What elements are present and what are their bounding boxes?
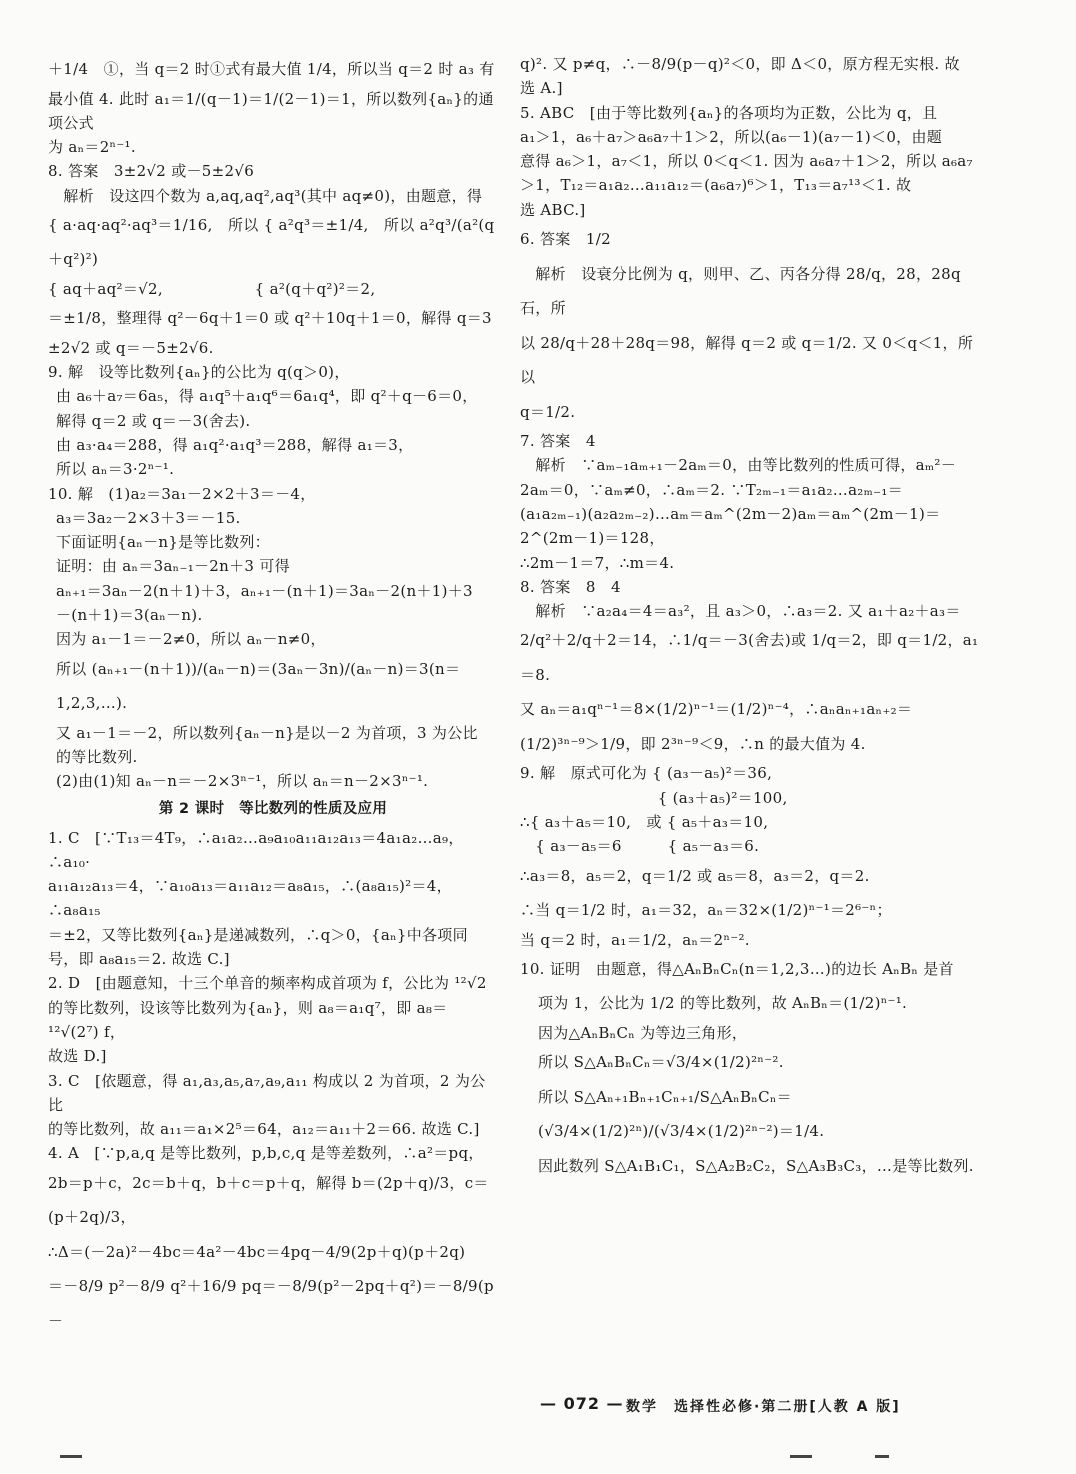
text-line: ∴{ a₃＋a₅＝10, 或 { a₅＋a₃＝10, [520, 813, 769, 832]
text-line: ∴2m－1＝7，∴m＝4. [520, 553, 675, 572]
text-line: 号，即 a₈a₁₅＝2. 故选 C.] [48, 950, 230, 969]
problem-heading: 1. C [∵T₁₃＝4T₉，∴a₁a₂…a₉a₁₀a₁₁a₁₂a₁₃＝4a₁a₂…a₉，∴a₁₀· [48, 828, 464, 871]
answer-heading: 7. 答案 4 [520, 432, 596, 451]
text-line: ＝－8/9 p²－8/9 q²＋16/9 pq＝－8/9(p²－2pq＋q²)＝－8/9(p－ [48, 1277, 494, 1330]
text-line: (1/2)³ⁿ⁻⁹＞1/9，即 2³ⁿ⁻⁹＜9，∴n 的最大值为 4. [520, 734, 866, 753]
text-line: 下面证明{aₙ－n}是等比数列： [56, 533, 270, 552]
text-line: 选 ABC.] [520, 200, 586, 219]
problem-heading: 2. D [由题意知，十三个单音的频率构成首项为 f，公比为 ¹²√2 [48, 974, 487, 993]
text-line: ＋1/4 ①，当 q＝2 时①式有最大值 1/4，所以当 q＝2 时 a₃ 有 [48, 60, 495, 78]
text-line: (2)由(1)知 aₙ－n＝－2×3ⁿ⁻¹，所以 aₙ＝n－2×3ⁿ⁻¹. [56, 772, 429, 791]
text-line: 的等比数列，故 a₁₁＝a₁×2⁵＝64，a₁₂＝a₁₁＋2＝66. 故选 C.] [48, 1120, 480, 1139]
text-line: { a₃－a₅＝6 { a₅－a₃＝6. [520, 837, 760, 856]
text-line: { (a₃＋a₅)²＝100, [520, 788, 788, 807]
text-line: ∴Δ＝(－2a)²－4bc＝4a²－4bc＝4pq－4/9(2p＋q)(p＋2q) [48, 1242, 466, 1261]
problem-heading: 9. 解 设等比数列{aₙ}的公比为 q(q＞0)， [48, 363, 350, 382]
text-line: (a₁a₂ₘ₋₁)(a₂a₂ₘ₋₂)…aₘ＝aₘ^(2m－2)aₘ＝aₘ^(2m－1)＝2^(2m－1)＝128， [520, 504, 941, 548]
text-line: 因为△AₙBₙCₙ 为等边三角形， [538, 1023, 748, 1042]
text-line: 意得 a₆＞1，a₇＜1，所以 0＜q＜1. 因为 a₆a₇＋1＞2，所以 a₆a₇ [520, 152, 973, 171]
page-number: — 072 — [540, 1394, 624, 1413]
text-line: 所以 S△Aₙ₊₁Bₙ₊₁Cₙ₊₁/S△AₙBₙCₙ＝(√3/4×(1/2)²ⁿ)/(√3/4×(1/2)²ⁿ⁻²)＝1/4. [538, 1087, 825, 1141]
text-line: 当 q＝2 时，a₁＝1/2，aₙ＝2ⁿ⁻². [520, 930, 750, 949]
text-line: a₁₁a₁₂a₁₃＝4，∵a₁₀a₁₃＝a₁₁a₁₂＝a₈a₁₅，∴(a₈a₁₅)²＝4，∴a₈a₁₅ [48, 877, 452, 920]
right-column [520, 52, 982, 1183]
problem-heading: 10. 解 (1)a₂＝3a₁－2×2＋3＝－4， [48, 484, 316, 503]
text-line: 2b＝p＋c，2c＝b＋q，b＋c＝p＋q，解得 b＝(2p＋q)/3，c＝(p＋2q)/3， [48, 1173, 489, 1227]
text-line: 解析 设这四个数为 a,aq,aq²,aq³(其中 aq≠0)，由题意，得 [48, 186, 483, 205]
text-line: ∴当 q＝1/2 时，a₁＝32，aₙ＝32×(1/2)ⁿ⁻¹＝2⁶⁻ⁿ； [520, 901, 892, 920]
answer-heading: 6. 答案 1/2 [520, 230, 611, 249]
scan-mark [875, 1455, 889, 1458]
text-line: { a·aq·aq²·aq³＝1/16, 所以 { a²q³＝±1/4, 所以 a²q³/(a²(q＋q²)²) [48, 215, 495, 269]
text-line: 解析 ∵a₂a₄＝4＝a₃²，且 a₃＞0，∴a₃＝2. 又 a₁＋a₂＋a₃＝ [520, 602, 961, 621]
answer-heading: 8. 答案 3±2√2 或－5±2√6 [48, 162, 255, 181]
text-line: ＝±1/8，整理得 q²－6q＋1＝0 或 q²＋10q＋1＝0，解得 q＝3 [48, 309, 492, 328]
text-line: 解析 ∵aₘ₋₁aₘ₊₁－2aₘ＝0，由等比数列的性质可得，aₘ²－ [520, 456, 957, 475]
text-line: 因此数列 S△A₁B₁C₁，S△A₂B₂C₂，S△A₃B₃C₃，…是等比数列. [538, 1156, 974, 1175]
answer-heading: 8. 答案 8 4 [520, 577, 621, 596]
section-title: 第 2 课时 等比数列的性质及应用 [158, 800, 388, 817]
left-column [48, 52, 498, 1338]
text-line: 的等比数列. [56, 747, 138, 766]
text-line: 所以 S△AₙBₙCₙ＝√3/4×(1/2)²ⁿ⁻². [538, 1053, 784, 1072]
text-line: { aq＋aq²＝√2, { a²(q＋q²)²＝2, [48, 279, 376, 298]
text-line: 2aₘ＝0，∵aₘ≠0，∴aₘ＝2. ∵T₂ₘ₋₁＝a₁a₂…a₂ₘ₋₁＝ [520, 480, 903, 499]
text-line: －(n＋1)＝3(aₙ－n). [56, 606, 203, 625]
text-line: 最小值 4. 此时 a₁＝1/(q－1)＝1/(2－1)＝1，所以数列{aₙ}的通项公式 [48, 89, 494, 132]
page-footer [520, 1392, 980, 1422]
text-line: ＞1，T₁₂＝a₁a₂…a₁₁a₁₂＝(a₆a₇)⁶＞1，T₁₃＝a₇¹³＜1. 故 [520, 176, 912, 195]
text-line: aₙ₊₁＝3aₙ－2(n＋1)＋3，aₙ₊₁－(n＋1)＝3aₙ－2(n＋1)＋3 [56, 581, 473, 600]
text-line: 证明：由 aₙ＝3aₙ₋₁－2n＋3 可得 [56, 557, 290, 576]
text-line: 2/q²＋2/q＋2＝14，∴1/q＝－3(舍去)或 1/q＝2，即 q＝1/2，a₁＝8. [520, 631, 979, 684]
text-line: q)². 又 p≠q，∴－8/9(p－q)²＜0，即 Δ＜0，原方程无实根. 故 [520, 55, 960, 73]
text-line: 所以 aₙ＝3·2ⁿ⁻¹. [56, 460, 175, 479]
scan-mark [790, 1455, 812, 1458]
text-line: a₃＝3a₂－2×3＋3＝－15. [56, 508, 241, 527]
text-line: ＝±2，又等比数列{aₙ}是递减数列，∴q＞0，{aₙ}中各项同 [48, 925, 468, 944]
problem-heading: 3. C [依题意，得 a₁,a₃,a₅,a₇,a₉,a₁₁ 构成以 2 为首项，2 为公比 [48, 1071, 486, 1114]
text-line: 由 a₆＋a₇＝6a₅，得 a₁q⁵＋a₁q⁶＝6a₁q⁴，即 q²＋q－6＝0， [56, 387, 478, 406]
text-line: 由 a₃·a₄＝288，得 a₁q²·a₁q³＝288，解得 a₁＝3， [56, 435, 414, 454]
text-line: a₁＞1，a₆＋a₇＞a₆a₇＋1＞2，所以(a₆－1)(a₇－1)＜0，由题 [520, 127, 943, 146]
text-line: 以 28/q＋28＋28q＝98，解得 q＝2 或 q＝1/2. 又 0＜q＜1，所以 [520, 333, 974, 387]
text-line: ∴a₃＝8，a₅＝2，q＝1/2 或 a₅＝8，a₃＝2，q＝2. [520, 866, 870, 885]
text-line: 解得 q＝2 或 q＝－3(舍去). [56, 411, 251, 430]
text-line: 又 a₁－1＝－2，所以数列{aₙ－n}是以－2 为首项，3 为公比 [56, 723, 478, 742]
problem-heading: 4. A [∵p,a,q 是等比数列，p,b,c,q 是等差数列，∴a²＝pq， [48, 1144, 484, 1163]
book-title: 数学 选择性必修·第二册[人教 A 版] [626, 1399, 901, 1415]
text-line: 为 aₙ＝2ⁿ⁻¹. [48, 138, 136, 157]
problem-heading: 10. 证明 由题意，得△AₙBₙCₙ(n＝1,2,3…)的边长 AₙBₙ 是首 [520, 959, 954, 978]
text-line: 解析 设衰分比例为 q，则甲、乙、丙各分得 28/q，28，28q 石，所 [520, 264, 966, 318]
text-line: 项为 1，公比为 1/2 的等比数列，故 AₙBₙ＝(1/2)ⁿ⁻¹. [538, 994, 908, 1013]
problem-heading: 9. 解 原式可化为 { (a₃－a₅)²＝36, [520, 764, 773, 783]
text-line: 故选 D.] [48, 1047, 107, 1066]
text-line: 的等比数列，设该等比数列为{aₙ}，则 a₈＝a₁q⁷，即 a₈＝¹²√(2⁷) f， [48, 998, 448, 1041]
text-line: ±2√2 或 q＝－5±2√6. [48, 338, 214, 357]
text-line: 因为 a₁－1＝－2≠0，所以 aₙ－n≠0， [56, 630, 326, 649]
text-line: 选 A.] [520, 79, 563, 98]
problem-heading: 5. ABC [由于等比数列{aₙ}的各项均为正数，公比为 q，且 [520, 103, 938, 122]
text-line: 又 aₙ＝a₁qⁿ⁻¹＝8×(1/2)ⁿ⁻¹＝(1/2)ⁿ⁻⁴，∴aₙaₙ₊₁aₙ₊₂＝ [520, 700, 913, 719]
text-line: q＝1/2. [520, 402, 576, 421]
text-line: 所以 (aₙ₊₁－(n＋1))/(aₙ－n)＝(3aₙ－3n)/(aₙ－n)＝3(n＝1,2,3,…). [56, 659, 461, 713]
scan-mark [60, 1455, 82, 1458]
